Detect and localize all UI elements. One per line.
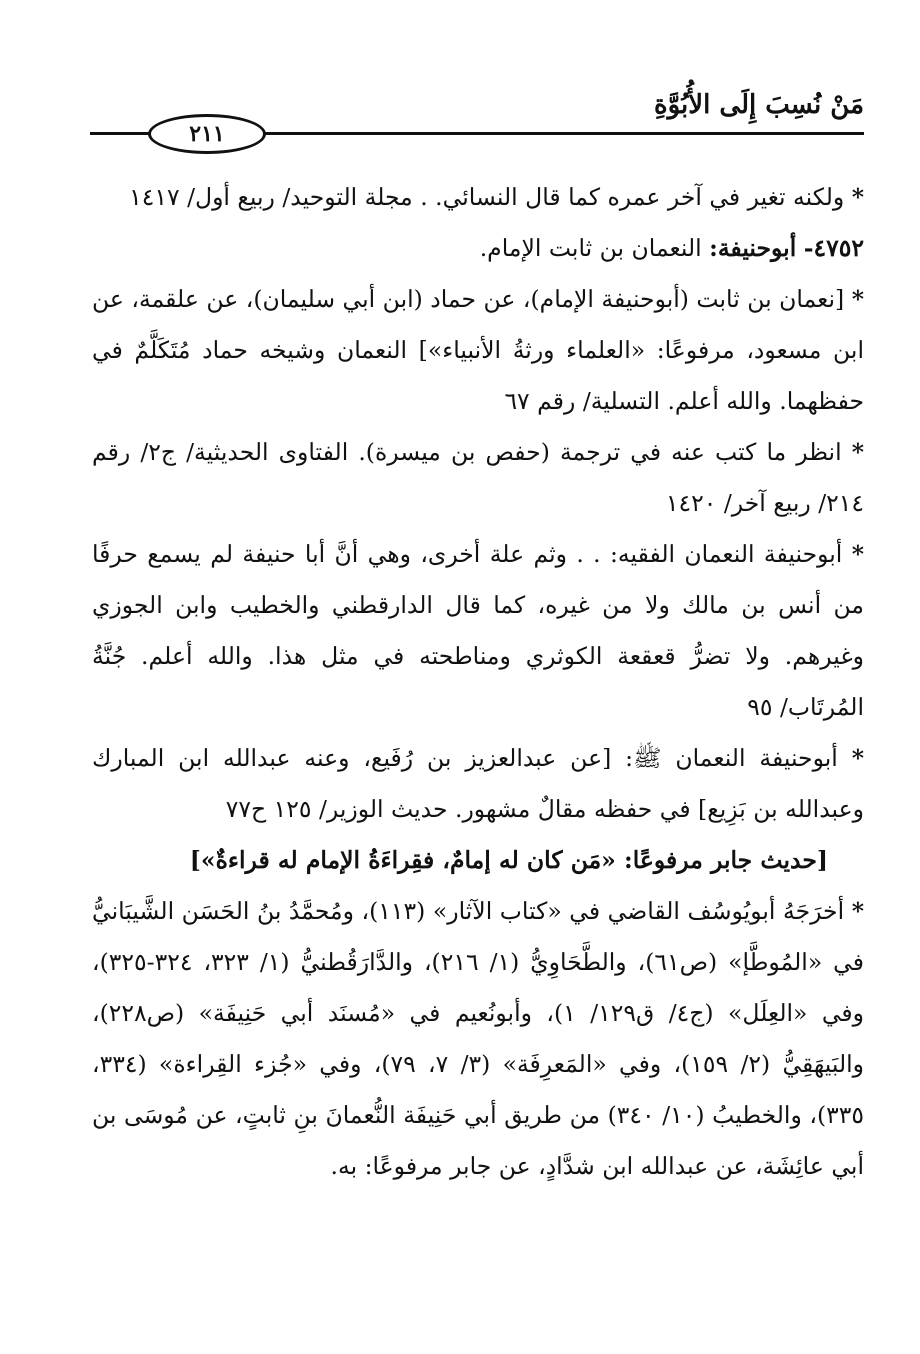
paragraph-text: أبوحنيفة النعمان الفقيه: . . وثم علة أخرى، وهي أنَّ أبا حنيفة لم يسمع حرفًا من أنس بن مالك ولا من غيره، كما قال الدارقطني والخطيب وابن الجوزي وغيرهم. ولا تضرُّ قعقعة الكوثري ومناطحته في مثل هذا. والله أعلم. جُنَّةُ المُرتَاب/ ٩٥ xyxy=(92,540,864,721)
paragraph-6 xyxy=(92,733,864,835)
bullet-marker: * xyxy=(851,438,864,466)
paragraph-4 xyxy=(92,427,864,529)
bullet-marker: * xyxy=(851,744,864,772)
paragraph-text: أبوحنيفة النعمان ﷺ: [عن عبدالعزيز بن رُفَيع، وعنه عبدالله ابن المبارك وعبدالله بن بَزِيع] في حفظه مقالٌ مشهور. حديث الوزير/ ١٢٥ ح٧٧ xyxy=(92,744,864,823)
entry-number: ٤٧٥٢- xyxy=(803,234,864,262)
book-title: مَنْ نُسِبَ إِلَى الأُبُوَّةِ xyxy=(654,90,864,120)
paragraph-8 xyxy=(92,886,864,1192)
hadith-heading xyxy=(92,835,864,886)
paragraph-3 xyxy=(92,274,864,427)
paragraph-text: انظر ما كتب عنه في ترجمة (حفص بن ميسرة). الفتاوى الحديثية/ ج٢/ رقم ٢١٤/ ربيع آخر/ ١٤٢٠ xyxy=(92,438,864,517)
paragraph-text: أخرَجَهُ أبويُوسُف القاضي في «كتاب الآثار» (١١٣)، ومُحمَّدُ بنُ الحَسَن الشَّيبَانيُّ في «المُوطَّإ» (ص٦١)، والطَّحَاوِيُّ (١/ ٢١٦)، والدَّارَقُطنيُّ (١/ ٣٢٣، ٣٢٤-٣٢٥)، وفي «العِلَل» (ج٤/ ق١٢٩/ ١)، وأبونُعيم في «مُسنَد أبي حَنِيفَة» (ص٢٢٨)، والبَيهَقِيُّ (٢/ ١٥٩)، وفي «المَعرِفَة» (٣/ ٧، ٧٩)، وفي «جُزء القِراءة» (٣٣٤، ٣٣٥)، والخطيبُ (١٠/ ٣٤٠) من طريق أبي حَنِيفَة النُّعمانَ بنِ ثابتٍ، عن مُوسَى بن أبي عائِشَة، عن عبدالله ابن شدَّادٍ، عن جابر مرفوعًا: به. xyxy=(92,897,865,1180)
hadith-text: [حديث جابر مرفوعًا: «مَن كان له إمامٌ، فقِراءَةُ الإمام له قراءةٌ»] xyxy=(189,846,828,874)
entry-text: النعمان بن ثابت الإمام. xyxy=(479,234,702,262)
bullet-marker: * xyxy=(851,897,864,925)
bullet-marker: * xyxy=(851,540,864,568)
entry-heading xyxy=(92,223,864,274)
bullet-marker: * xyxy=(851,285,864,313)
entry-name: أبوحنيفة: xyxy=(709,234,797,262)
page-header xyxy=(90,84,864,154)
page-body xyxy=(92,172,864,1192)
bullet-marker: * xyxy=(851,183,864,211)
paragraph-5 xyxy=(92,529,864,733)
paragraph-text: [نعمان بن ثابت (أبوحنيفة الإمام)، عن حماد (ابن أبي سليمان)، عن علقمة، عن ابن مسعود، مرفوعًا: «العلماء ورثةُ الأنبياء»] النعمان وشيخه حماد مُتَكَلَّمٌ في حفظهما. والله أعلم. التسلية/ رقم ٦٧ xyxy=(92,285,864,415)
paragraph-1 xyxy=(92,172,864,223)
paragraph-text: ولكنه تغير في آخر عمره كما قال النسائي. . مجلة التوحيد/ ربيع أول/ ١٤١٧ xyxy=(129,183,845,211)
page-number: ٢١١ xyxy=(148,114,266,154)
